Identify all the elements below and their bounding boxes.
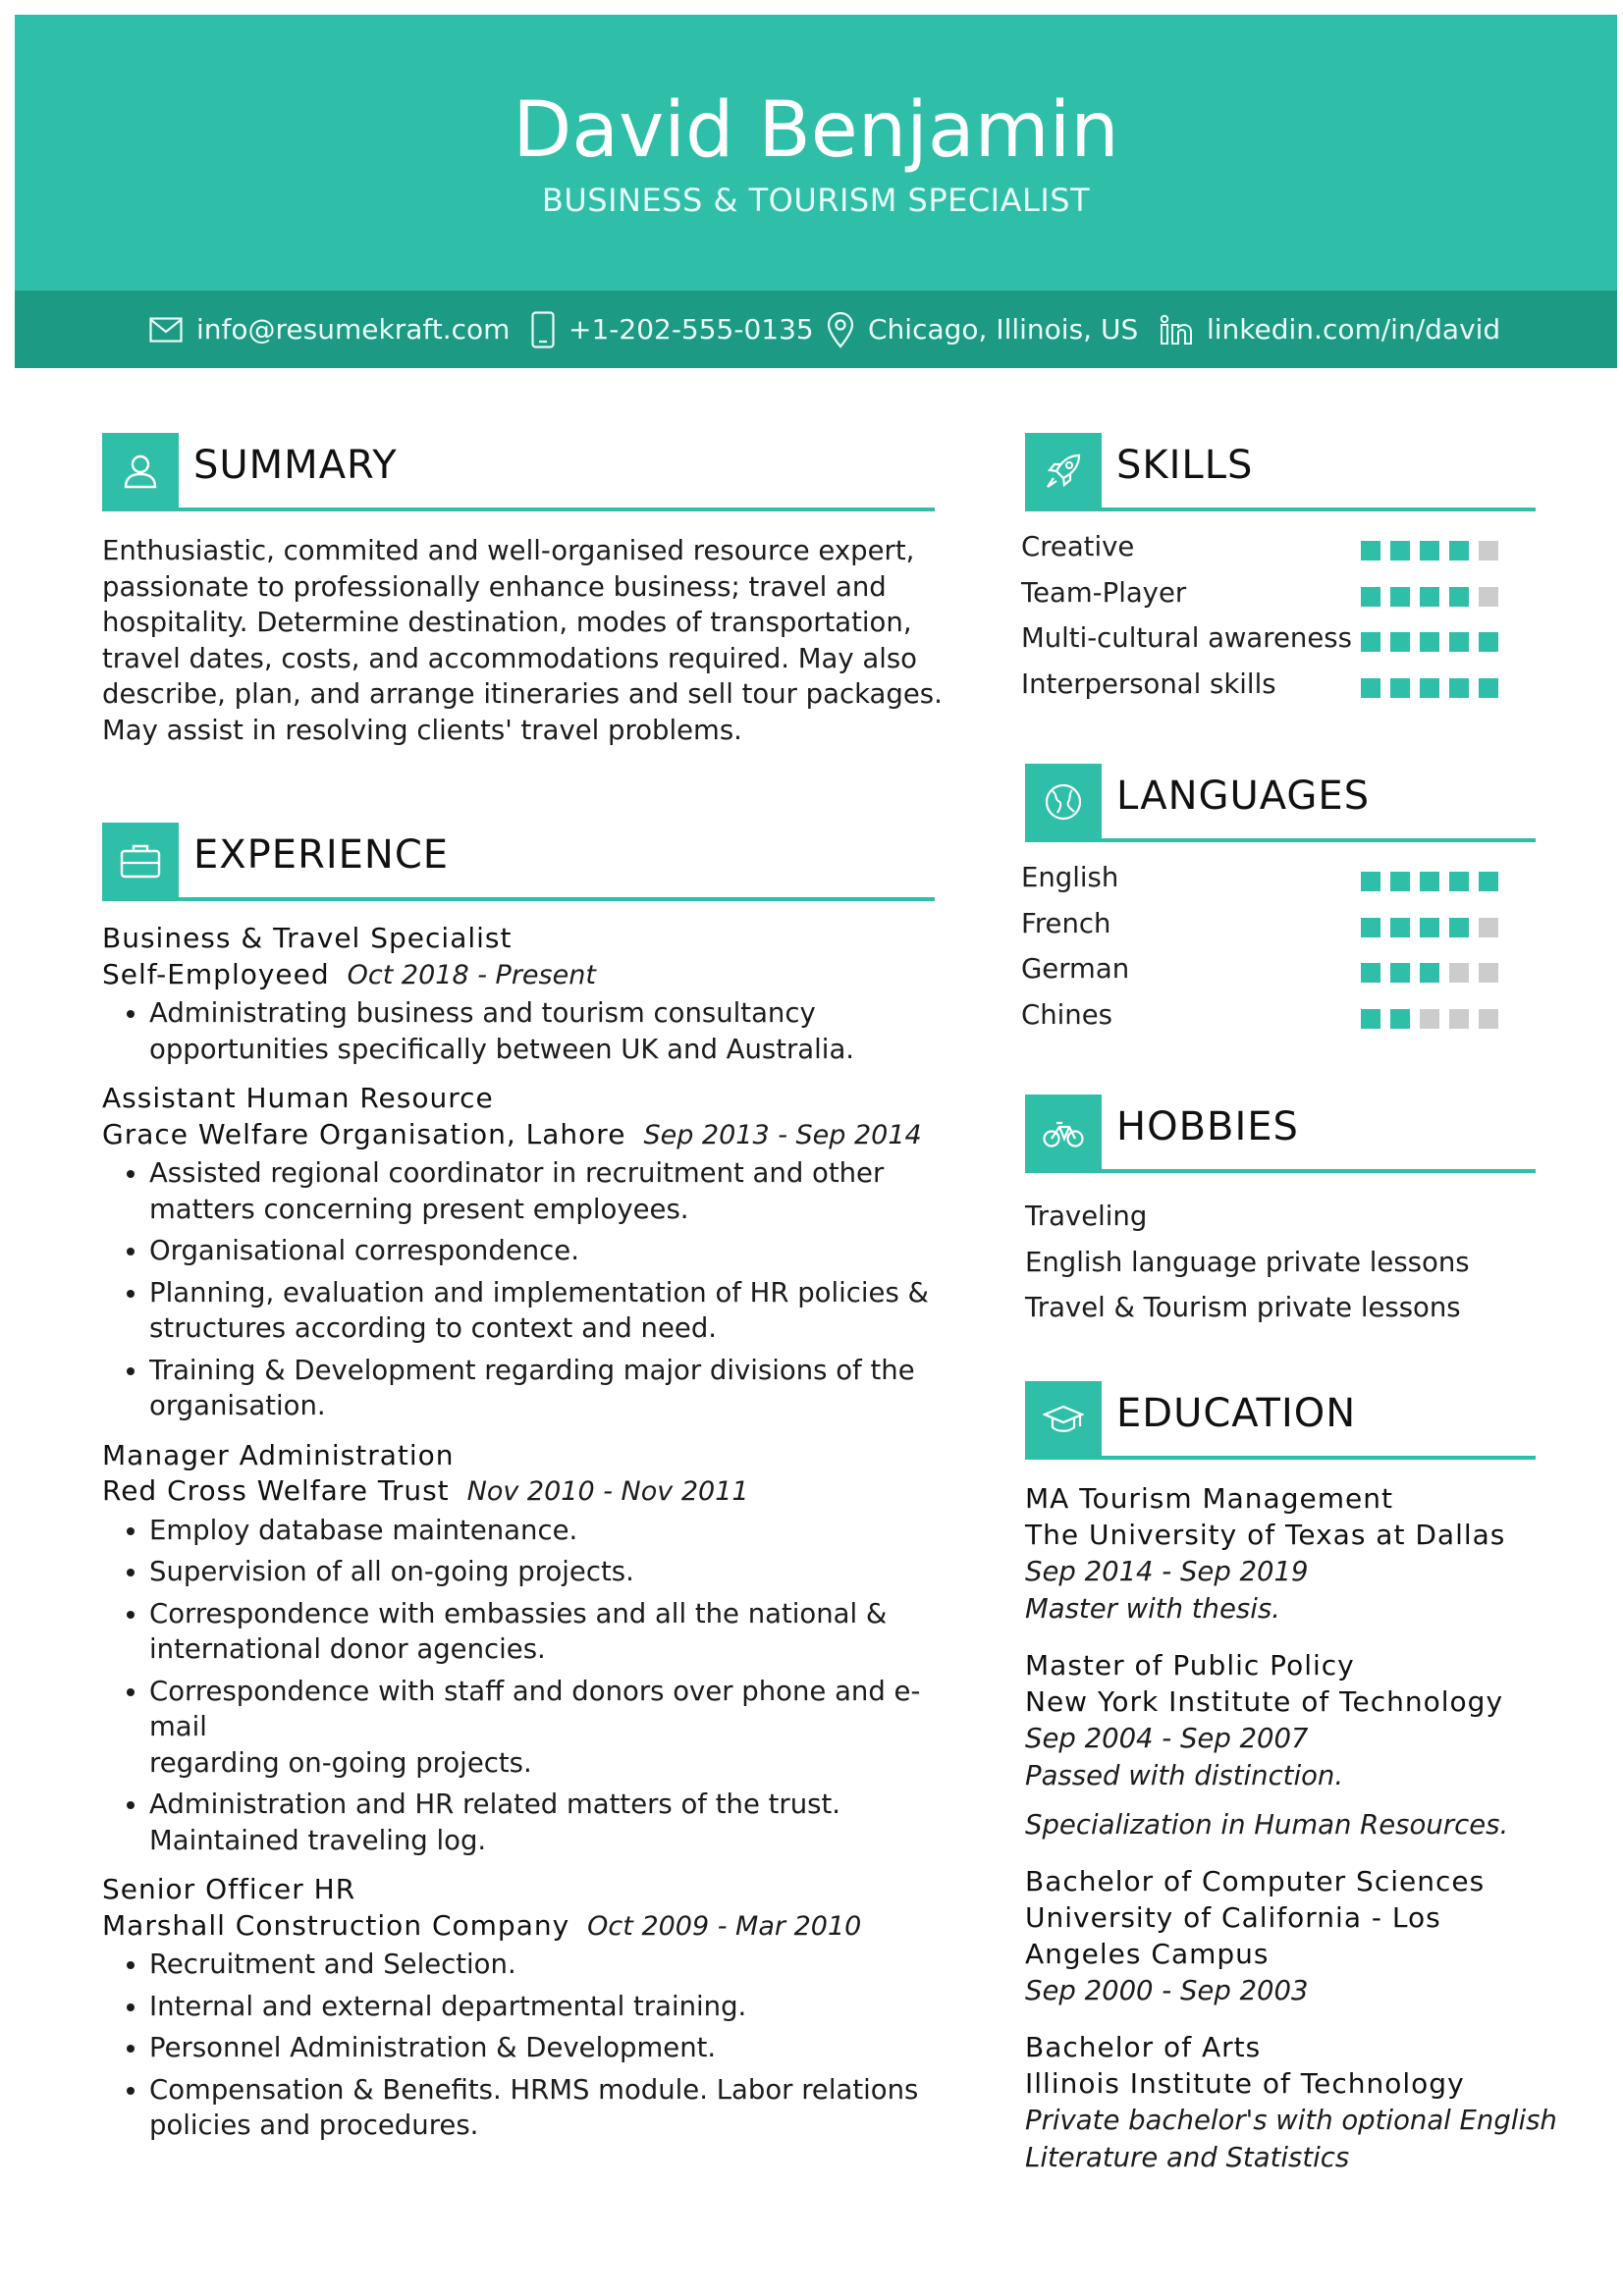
hobby-item: Travel & Tourism private lessons <box>1025 1292 1461 1323</box>
education-entry <box>1025 2029 1575 2176</box>
rating-dot-filled <box>1361 963 1380 983</box>
rating-dot-filled <box>1479 632 1498 652</box>
education-rule <box>1025 1456 1536 1460</box>
job-date: Sep 2013 - Sep 2014 <box>643 1119 922 1150</box>
rating-label: Creative <box>1021 531 1135 562</box>
rating-row <box>1021 577 1532 616</box>
education-entry <box>1025 1480 1575 1628</box>
edu-date: Sep 2014 - Sep 2019 <box>1025 1556 1309 1587</box>
rating-dot-filled <box>1449 678 1469 698</box>
rating-row <box>1021 622 1532 662</box>
degree-line: Master of Public Policy <box>1025 1649 1355 1682</box>
hobby-item: Traveling <box>1025 1201 1148 1232</box>
user-icon <box>121 452 160 491</box>
job-org: Self-Employeed <box>102 957 330 990</box>
summary-line: hospitality. Determine destination, modes of transportation, <box>102 607 912 638</box>
skills-rule <box>1025 507 1536 511</box>
summary-rule <box>102 507 935 511</box>
hobbies-rule <box>1025 1169 1536 1173</box>
job-date: Oct 2018 - Present <box>347 959 596 990</box>
rating-label: Multi-cultural awareness <box>1021 622 1352 654</box>
rating-dot-empty <box>1479 1009 1498 1029</box>
briefcase-icon <box>120 842 161 880</box>
summary-heading: SUMMARY <box>193 443 398 488</box>
job-bullet: • Administration and HR related matters of the trust. Maintained traveling log. <box>149 1787 966 1858</box>
job-bullet: • Supervision of all on-going projects. <box>149 1554 966 1590</box>
job-entry <box>102 1081 966 1424</box>
job-bullet: • Compensation & Benefits. HRMS module. Labor relations policies and procedures. <box>149 2072 966 2144</box>
job-bullet: • Organisational correspondence. <box>149 1233 966 1269</box>
job-bullet: • Correspondence with embassies and all the national & international donor agencies. <box>149 1596 966 1668</box>
languages-heading: LANGUAGES <box>1116 774 1371 819</box>
job-entry <box>102 921 966 1067</box>
experience-rule <box>102 897 935 901</box>
rating-dot-filled <box>1420 678 1439 698</box>
skills-heading: SKILLS <box>1116 443 1254 488</box>
edu-note: Master with thesis. <box>1025 1593 1280 1625</box>
education-entry <box>1025 1863 1575 2009</box>
job-title: Business & Travel Specialist <box>102 922 513 954</box>
job-bullet: • Planning, evaluation and implementation of HR policies & structures according to context and need. <box>149 1275 966 1347</box>
job-title: Assistant Human Resource <box>102 1082 494 1114</box>
contact-linkedin[interactable] <box>1160 291 1500 368</box>
summary-line: travel dates, costs, and accommodations required. May also <box>102 642 917 674</box>
rating-dot-empty <box>1449 963 1469 983</box>
skills-section-header <box>1025 433 1536 509</box>
location-text: Chicago, Illinois, US <box>868 313 1139 346</box>
experience-section-header <box>102 823 935 899</box>
edu-date: Sep 2000 - Sep 2003 <box>1025 1975 1309 2006</box>
rating-dot-empty <box>1479 963 1498 983</box>
school-line: New York Institute of Technology <box>1025 1685 1504 1718</box>
education-section-header <box>1025 1381 1536 1458</box>
rating-dot-empty <box>1479 587 1498 607</box>
job-bullets <box>102 1947 966 2144</box>
languages-section-header <box>1025 764 1536 840</box>
bicycle-icon <box>1043 1117 1084 1148</box>
rating-dot-filled <box>1449 587 1469 607</box>
skills-icon-box <box>1025 433 1102 509</box>
job-bullet: • Employ database maintenance. <box>149 1513 966 1549</box>
summary-line: describe, plan, and arrange itineraries and sell tour packages. <box>102 678 943 710</box>
rating-dot-filled <box>1361 632 1380 652</box>
job-entry <box>102 1872 966 2144</box>
contact-email[interactable] <box>149 291 510 368</box>
job-date: Oct 2009 - Mar 2010 <box>587 1910 862 1942</box>
rating-dot-empty <box>1420 1009 1439 1029</box>
phone-icon <box>531 311 555 348</box>
rating-label: Chines <box>1021 998 1112 1031</box>
location-pin-icon <box>827 311 854 348</box>
edu-note: Passed with distinction. <box>1025 1760 1344 1791</box>
languages-icon-box <box>1025 764 1102 840</box>
rating-dot-filled <box>1361 1009 1380 1029</box>
summary-icon-box <box>102 433 179 509</box>
rating-dot-filled <box>1420 541 1439 561</box>
job-bullet: • Assisted regional coordinator in recruitment and other matters concerning present employees. <box>149 1155 966 1227</box>
candidate-name: David Benjamin <box>513 86 1119 175</box>
job-title: Manager Administration <box>102 1438 455 1471</box>
school-line: University of California - Los <box>1025 1901 1441 1934</box>
job-org: Marshall Construction Company <box>102 1908 570 1942</box>
rating-dot-filled <box>1390 587 1410 607</box>
rating-row <box>1021 668 1532 708</box>
hobbies-icon-box <box>1025 1095 1102 1171</box>
summary-section-header <box>102 433 935 509</box>
summary-text <box>102 533 947 748</box>
school-line: Illinois Institute of Technology <box>1025 2067 1465 2100</box>
edu-note: Private bachelor's with optional English <box>1025 2105 1557 2136</box>
rating-dot-filled <box>1361 872 1380 891</box>
phone-text: +1-202-555-0135 <box>568 313 814 346</box>
rating-dot-filled <box>1420 587 1439 607</box>
experience-icon-box <box>102 823 179 899</box>
rating-label: English <box>1021 862 1119 893</box>
rating-dot-filled <box>1420 918 1439 937</box>
rating-dot-filled <box>1479 678 1498 698</box>
hobbies-list <box>1025 1194 1536 1331</box>
rating-dot-filled <box>1449 918 1469 937</box>
rating-dot-filled <box>1390 541 1410 561</box>
rating-label: German <box>1021 953 1130 985</box>
rating-dot-empty <box>1449 1009 1469 1029</box>
linkedin-icon <box>1160 314 1193 346</box>
hobbies-section-header <box>1025 1095 1536 1171</box>
education-heading: EDUCATION <box>1116 1391 1357 1436</box>
job-entry <box>102 1438 966 1859</box>
rocket-icon <box>1044 452 1083 491</box>
rating-dot-filled <box>1361 918 1380 937</box>
hobby-item: English language private lessons <box>1025 1246 1470 1278</box>
rating-row <box>1021 953 1532 992</box>
hobbies-heading: HOBBIES <box>1116 1104 1299 1149</box>
rating-dot-filled <box>1479 872 1498 891</box>
education-icon-box <box>1025 1381 1102 1458</box>
rating-dot-filled <box>1390 632 1410 652</box>
summary-line: Enthusiastic, commited and well-organised resource expert, <box>102 535 915 566</box>
envelope-icon <box>149 317 183 343</box>
summary-line: passionate to professionally enhance business; travel and <box>102 570 887 603</box>
job-org: Red Cross Welfare Trust <box>102 1474 450 1507</box>
email-text: info@resumekraft.com <box>196 313 511 346</box>
rating-label: French <box>1021 907 1111 939</box>
rating-dot-filled <box>1390 963 1410 983</box>
contact-phone[interactable] <box>531 291 814 368</box>
experience-list <box>102 921 966 2158</box>
degree-line: Bachelor of Computer Sciences <box>1025 1865 1486 1897</box>
rating-dot-filled <box>1420 963 1439 983</box>
languages-rule <box>1025 838 1536 842</box>
graduation-cap-icon <box>1043 1403 1084 1436</box>
job-bullets <box>102 1513 966 1859</box>
job-bullets <box>102 995 966 1067</box>
job-bullet: • Administrating business and tourism consultancy opportunities specifically between UK and Australia. <box>149 995 966 1067</box>
job-title: Senior Officer HR <box>102 1873 356 1905</box>
rating-dot-filled <box>1361 541 1380 561</box>
degree-line: MA Tourism Management <box>1025 1482 1393 1515</box>
rating-dot-filled <box>1449 632 1469 652</box>
candidate-title: BUSINESS & TOURISM SPECIALIST <box>541 182 1091 219</box>
rating-row <box>1021 999 1532 1039</box>
summary-line: May assist in resolving clients' travel problems. <box>102 714 742 746</box>
rating-dot-filled <box>1449 541 1469 561</box>
rating-dot-filled <box>1420 632 1439 652</box>
contact-location <box>827 291 1138 368</box>
job-bullet: • Correspondence with staff and donors over phone and e-mail regarding on-going projects. <box>149 1674 966 1782</box>
rating-dot-filled <box>1390 918 1410 937</box>
job-bullet: • Recruitment and Selection. <box>149 1947 966 1983</box>
degree-line: Bachelor of Arts <box>1025 2031 1262 2063</box>
education-list <box>1025 1480 1575 2196</box>
rating-dot-empty <box>1479 918 1498 937</box>
job-bullet: • Training & Development regarding major divisions of the organisation. <box>149 1353 966 1424</box>
job-org: Grace Welfare Organisation, Lahore <box>102 1117 626 1150</box>
rating-dot-filled <box>1390 872 1410 891</box>
school-line: The University of Texas at Dallas <box>1025 1519 1506 1551</box>
edu-note: Literature and Statistics <box>1025 2142 1350 2173</box>
job-date: Nov 2010 - Nov 2011 <box>466 1476 749 1507</box>
job-bullet: • Internal and external departmental training. <box>149 1989 966 2025</box>
rating-row <box>1021 862 1532 901</box>
contact-bar <box>15 291 1617 368</box>
rating-row <box>1021 531 1532 570</box>
rating-row <box>1021 908 1532 947</box>
education-entry <box>1025 1647 1575 1843</box>
rating-dot-filled <box>1361 587 1380 607</box>
job-bullets <box>102 1155 966 1424</box>
rating-label: Team-Player <box>1021 576 1187 609</box>
experience-heading: EXPERIENCE <box>193 832 450 878</box>
edu-note: Specialization in Human Resources. <box>1025 1809 1509 1841</box>
school-line: Angeles Campus <box>1025 1938 1270 1970</box>
rating-dot-filled <box>1361 678 1380 698</box>
edu-date: Sep 2004 - Sep 2007 <box>1025 1723 1309 1754</box>
rating-dot-filled <box>1449 872 1469 891</box>
rating-dot-filled <box>1390 1009 1410 1029</box>
linkedin-text: linkedin.com/in/david <box>1207 313 1501 346</box>
job-bullet: • Personnel Administration & Development. <box>149 2030 966 2066</box>
rating-dot-filled <box>1420 872 1439 891</box>
rating-dot-filled <box>1390 678 1410 698</box>
rating-label: Interpersonal skills <box>1021 667 1276 700</box>
globe-icon <box>1044 782 1083 822</box>
resume-header <box>15 15 1617 291</box>
rating-dot-empty <box>1479 541 1498 561</box>
